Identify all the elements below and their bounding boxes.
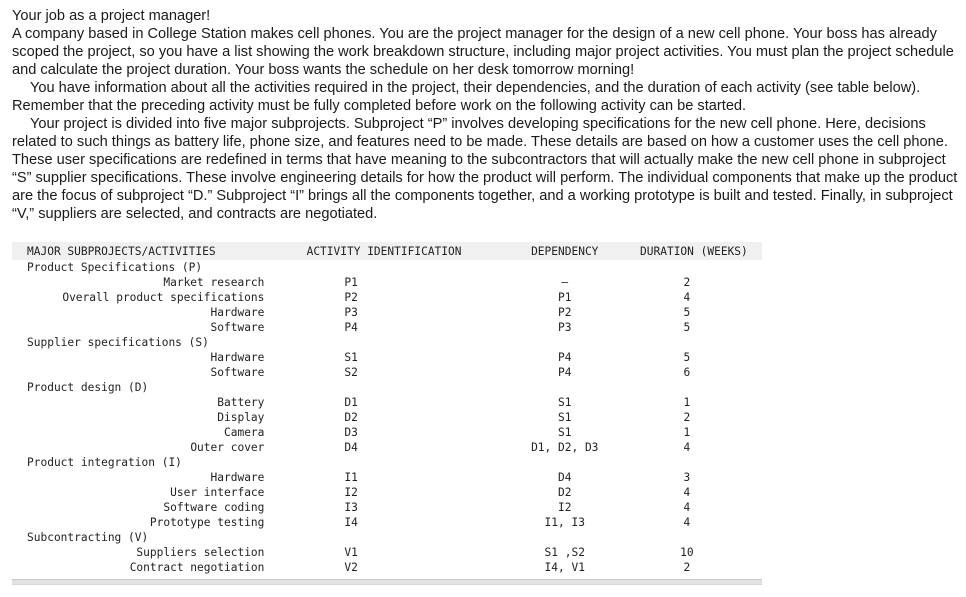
activity-id: I2: [344, 486, 358, 499]
table-row: [12, 305, 762, 320]
subproject-name: Subcontracting (V): [27, 531, 149, 544]
table-group-row: [12, 530, 762, 545]
intro-paragraph-2: You have information about all the activities required in the project, their dependencies, and the duration of each activity (see table below). Remember that the preceding activity must be fully completed before work on the following activity can be started.: [12, 80, 921, 114]
table-row: [12, 560, 762, 575]
activity-name: Software: [210, 321, 265, 334]
table-row: [12, 365, 762, 380]
activity-id: D2: [344, 411, 358, 424]
table-row: [12, 440, 762, 455]
activity-dependency: I4, V1: [544, 561, 585, 574]
subproject-name: Supplier specifications (S): [27, 336, 209, 349]
activity-id: P4: [344, 321, 358, 334]
activity-id: D1: [344, 396, 358, 409]
activity-duration: 2: [683, 276, 691, 289]
header-duration: DURATION (WEEKS): [640, 244, 748, 258]
activity-id: D4: [344, 441, 358, 454]
subproject-name: Product design (D): [27, 381, 149, 394]
table-row: [12, 425, 762, 440]
activity-id: P1: [344, 276, 358, 289]
activity-duration: 5: [683, 321, 691, 334]
activity-dependency: D1, D2, D3: [531, 441, 599, 454]
activity-id: S2: [344, 366, 358, 379]
activity-duration: 2: [683, 561, 691, 574]
activity-dependency: S1: [558, 426, 572, 439]
table-row: [12, 485, 762, 500]
header-activities: MAJOR SUBPROJECTS/ACTIVITIES: [27, 244, 216, 258]
activity-dependency: S1: [558, 396, 572, 409]
subproject-name: Product Specifications (P): [27, 261, 203, 274]
table-body: [12, 260, 762, 575]
activity-duration: 5: [683, 351, 691, 364]
activity-duration: 2: [683, 411, 691, 424]
activity-table-container: [12, 242, 762, 575]
activity-dependency: P2: [558, 306, 572, 319]
intro-paragraph-1: A company based in College Station makes cell phones. You are the project manager for the design of a new cell phone. Your boss has already scoped the project, so you have a list showing the work breakdown structure, including major project activities. You must plan the project schedule and calculate the project duration. Your boss wants the schedule on her desk tomorrow morning!: [12, 26, 954, 78]
table-row: [12, 290, 762, 305]
activity-dependency: P4: [558, 351, 572, 364]
activity-duration: 3: [683, 471, 691, 484]
subproject-name: Product integration (I): [27, 456, 182, 469]
activity-id: I1: [344, 471, 358, 484]
activity-duration: 1: [683, 396, 691, 409]
table-row: [12, 515, 762, 530]
activity-name: Suppliers selection: [136, 546, 265, 559]
activity-duration: 6: [683, 366, 691, 379]
activity-table: [12, 242, 762, 575]
activity-id: V2: [344, 561, 358, 574]
table-row: [12, 350, 762, 365]
activity-name: Prototype testing: [149, 516, 265, 529]
table-group-row: [12, 380, 762, 395]
activity-id: S1: [344, 351, 358, 364]
activity-name: User interface: [170, 486, 265, 499]
table-row: [12, 320, 762, 335]
intro-paragraph-3: Your project is divided into five major subprojects. Subproject “P” involves developing specifications for the new cell phone. Here, decisions related to such things as battery life, phone size, and features need to be made. These details are based on how a customer uses the cell phone. These user specifications are redefined in terms that have meaning to the subcontractors that will actually make the new cell phone in subproject “S” supplier specifications. These involve engineering details for how the product will perform. The individual components that make up the product are the focus of subproject “D.” Subproject “I” brings all the components together, and a working prototype is built and tested. Finally, in subproject “V,” suppliers are selected, and contracts are negotiated.: [12, 116, 958, 222]
activity-id: P3: [344, 306, 358, 319]
activity-name: Overall product specifications: [62, 291, 265, 304]
activity-dependency: D2: [558, 486, 572, 499]
activity-dependency: I1, I3: [544, 516, 585, 529]
activity-dependency: P4: [558, 366, 572, 379]
table-bottom-divider: [12, 584, 762, 585]
table-group-row: [12, 260, 762, 275]
table-group-row: [12, 455, 762, 470]
activity-name: Battery: [217, 396, 265, 409]
activity-duration: 1: [683, 426, 691, 439]
activity-dependency: —: [561, 276, 569, 289]
activity-name: Hardware: [210, 306, 265, 319]
activity-duration: 4: [683, 516, 691, 529]
table-group-row: [12, 335, 762, 350]
activity-name: Hardware: [210, 351, 265, 364]
activity-name: Software: [210, 366, 265, 379]
intro-heading: Your job as a project manager!: [12, 8, 211, 24]
intro-text: [12, 7, 958, 223]
activity-dependency: I2: [558, 501, 572, 514]
activity-duration: 5: [683, 306, 691, 319]
activity-duration: 4: [683, 441, 691, 454]
activity-duration: 4: [683, 291, 691, 304]
activity-duration: 4: [683, 501, 691, 514]
header-dependency: DEPENDENCY: [531, 244, 599, 258]
table-row: [12, 395, 762, 410]
activity-name: Contract negotiation: [129, 561, 265, 574]
activity-dependency: D4: [558, 471, 572, 484]
table-row: [12, 470, 762, 485]
activity-name: Outer cover: [190, 441, 265, 454]
activity-id: V1: [344, 546, 358, 559]
activity-dependency: P1: [558, 291, 572, 304]
header-identification: ACTIVITY IDENTIFICATION: [306, 244, 462, 258]
activity-name: Market research: [163, 276, 265, 289]
table-row: [12, 500, 762, 515]
activity-id: D3: [344, 426, 358, 439]
activity-dependency: P3: [558, 321, 572, 334]
activity-dependency: S1 ,S2: [544, 546, 585, 559]
activity-name: Software coding: [163, 501, 265, 514]
table-row: [12, 545, 762, 560]
activity-duration: 10: [680, 546, 694, 559]
activity-name: Hardware: [210, 471, 265, 484]
activity-name: Camera: [223, 426, 265, 439]
activity-id: I4: [344, 516, 358, 529]
activity-id: I3: [344, 501, 358, 514]
table-row: [12, 275, 762, 290]
activity-dependency: S1: [558, 411, 572, 424]
table-header-row: [12, 242, 762, 260]
table-row: [12, 410, 762, 425]
activity-id: P2: [344, 291, 358, 304]
activity-name: Display: [217, 411, 265, 424]
activity-duration: 4: [683, 486, 691, 499]
